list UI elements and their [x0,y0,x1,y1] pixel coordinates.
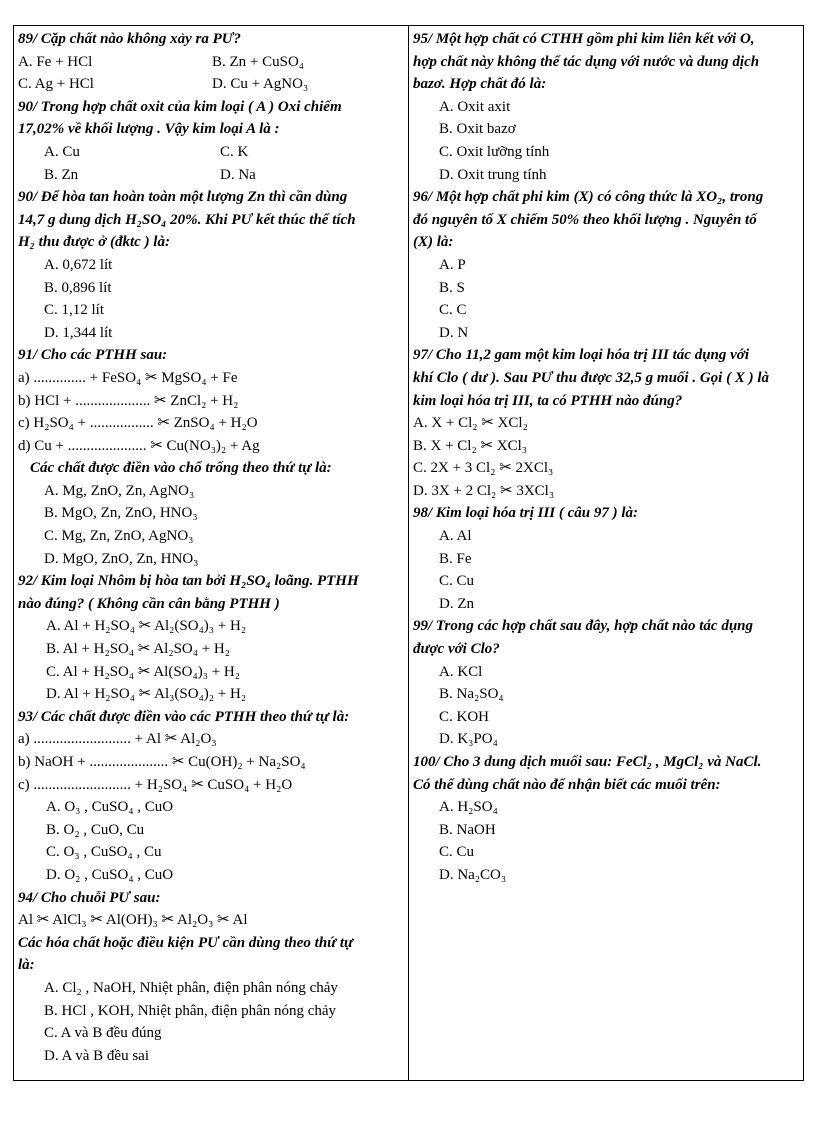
question-94-prompt-1: Các hóa chất hoặc điều kiện PƯ cần dùng theo thứ tự [18,934,354,951]
question-93-title: 93/ Các chất được điền vào các PTHH theo thứ tự là: [18,708,350,725]
equation-c: c) H₂SO₄ + ................. ✂ ZnSO₄ + H₂O [18,415,258,432]
question-94-title: 94/ Cho chuỗi PƯ sau: [18,889,161,906]
question-91-prompt: Các chất được điền vào chổ trống theo thứ tự là: [30,460,332,477]
question-89-title: 89/ Cặp chất nào không xảy ra PƯ? [18,31,241,47]
option-b[interactable]: B. X + Cl₂ ✂ XCl₃ [413,437,528,454]
question-97-title-3: kim loại hóa trị III, ta có PTHH nào đúng? [413,392,683,409]
option-c[interactable]: C. O₃ , CuSO₄ , Cu [46,844,162,861]
option-d[interactable]: D. Oxit trung tính [439,166,547,183]
question-97-title-2: khí Clo ( dư ). Sau PƯ thu được 32,5 g muối . Gọi ( X ) là [413,369,770,386]
option-a[interactable]: A. Al + H₂SO₄ ✂ Al₂(SO₄)₃ + H₂ [46,618,247,635]
question-100-title-1: 100/ Cho 3 dung dịch muối sau: FeCl₂ , MgCl₂ và NaCl. [413,754,762,770]
option-d[interactable]: D. MgO, ZnO, Zn, HNO₃ [44,550,199,567]
option-d[interactable]: D. Na [220,166,256,183]
option-c[interactable]: C. C [439,302,467,319]
question-90b-title-2: 14,7 g dung dịch H₂SO₄ 20%. Khi PƯ kết thúc thể tích [18,211,356,228]
question-100-title-2: Có thể dùng chất nào để nhận biết các muối trên: [413,776,721,793]
option-c[interactable]: C. Cu [439,573,475,590]
option-a[interactable]: A. X + Cl₂ ✂ XCl₂ [413,415,528,432]
option-c[interactable]: C. Ag + HCl [18,76,94,93]
option-c[interactable]: C. 1,12 lít [44,302,105,319]
option-b[interactable]: B. MgO, Zn, ZnO, HNO₃ [44,505,198,522]
option-c[interactable]: C. 2X + 3 Cl₂ ✂ 2XCl₃ [413,460,554,477]
question-90b-title-3: H₂ thu được ở (đktc ) là: [18,234,170,251]
equation-a: a) .............. + FeSO₄ ✂ MgSO₄ + Fe [18,369,238,386]
question-90a-options-bd [18,164,404,187]
option-a[interactable]: A. Oxit axit [439,98,511,115]
reaction-chain: Al ✂ AlCl₃ ✂ Al(OH)₃ ✂ Al₂O₃ ✂ Al [18,912,248,929]
option-d[interactable]: D. A và B đều sai [44,1047,149,1064]
column-divider [408,25,409,1081]
question-90b-title-1: 90/ Để hòa tan hoàn toàn một lượng Zn thì cần dùng [18,189,348,206]
option-d[interactable]: D. Zn [439,595,474,612]
option-b[interactable]: B. Na₂SO₄ [439,686,504,703]
option-b[interactable]: B. Al + H₂SO₄ ✂ Al₂SO₄ + H₂ [46,641,230,658]
question-98-title: 98/ Kim loại hóa trị III ( câu 97 ) là: [413,505,639,522]
option-a[interactable]: A. Mg, ZnO, Zn, AgNO₃ [44,482,195,499]
question-99-title-1: 99/ Trong các hợp chất sau đây, hợp chất nào tác dụng [413,618,754,635]
option-c[interactable]: C. Mg, Zn, ZnO, AgNO₃ [44,528,194,545]
question-91-title: 91/ Cho các PTHH sau: [18,347,168,364]
question-92-title-2: nào đúng? ( Không cần cân bằng PTHH ) [18,595,280,612]
equation-d: d) Cu + ..................... ✂ Cu(NO₃)₂ + Ag [18,437,260,454]
option-d[interactable]: D. N [439,324,469,341]
right-column [413,28,799,887]
question-90a-title-1: 90/ Trong hợp chất oxit của kim loại ( A ) Oxi chiếm [18,98,342,115]
option-a[interactable]: A. Fe + HCl [18,53,93,70]
question-92-title-1: 92/ Kim loại Nhôm bị hòa tan bởi H₂SO₄ loãng. PTHH [18,573,359,590]
question-97-title-1: 97/ Cho 11,2 gam một kim loại hóa trị III tác dụng với [413,347,750,364]
option-d[interactable]: D. Na₂CO₃ [439,866,507,883]
left-column [18,28,404,1067]
option-a[interactable]: A. H₂SO₄ [439,799,498,816]
option-b[interactable]: B. HCl , KOH, Nhiệt phân, điện phân nóng chảy [44,1002,337,1019]
question-96-title-1: 96/ Một hợp chất phi kim (X) có công thức là XO₂, trong [413,189,764,206]
option-d[interactable]: D. O₂ , CuSO₄ , CuO [46,866,174,883]
option-a[interactable]: A. P [439,256,466,273]
equation-b: b) NaOH + ..................... ✂ Cu(OH)₂ + Na₂SO₄ [18,754,306,770]
equation-a: a) .......................... + Al ✂ Al₂O₃ [18,731,217,748]
option-a[interactable]: A. Al [439,528,472,545]
question-96-title-3: (X) là: [413,234,454,251]
question-96-title-2: đó nguyên tố X chiếm 50% theo khối lượng . Nguyên tố [413,211,757,228]
option-c[interactable]: C. K [220,143,249,160]
option-b[interactable]: B. Fe [439,550,472,567]
option-a[interactable]: A. Cu [44,143,80,160]
question-99-title-2: được với Clo? [413,641,500,658]
option-d[interactable]: D. K₃PO₄ [439,731,498,748]
option-d[interactable]: D. Al + H₂SO₄ ✂ Al₃(SO₄)₂ + H₂ [46,686,247,703]
option-d[interactable]: D. 3X + 2 Cl₂ ✂ 3XCl₃ [413,482,555,499]
option-a[interactable]: A. O₃ , CuSO₄ , CuO [46,799,174,816]
question-89-options-cd [18,73,404,96]
question-90a-title-2: 17,02% về khối lượng . Vậy kim loại A là : [18,121,280,138]
question-95-title-3: bazơ. Hợp chất đó là: [413,76,547,93]
option-b[interactable]: B. O₂ , CuO, Cu [46,821,145,838]
option-a[interactable]: A. 0,672 lít [44,256,113,273]
option-c[interactable]: C. A và B đều đúng [44,1025,162,1042]
option-a[interactable]: A. KCl [439,663,483,680]
option-b[interactable]: B. S [439,279,465,296]
option-c[interactable]: C. Cu [439,844,475,861]
option-b[interactable]: B. Zn + CuSO₄ [212,53,305,70]
option-b[interactable]: B. Zn [44,166,79,183]
option-b[interactable]: B. 0,896 lít [44,279,112,296]
option-c[interactable]: C. Oxit lưỡng tính [439,143,550,160]
option-c[interactable]: C. KOH [439,708,490,725]
question-89-options-ab [18,51,404,74]
equation-b: b) HCl + .................... ✂ ZnCl₂ + H₂ [18,392,239,409]
question-95-title-2: hợp chất này không thể tác dụng với nước và dung dịch [413,53,760,70]
equation-c: c) .......................... + H₂SO₄ ✂ CuSO₄ + H₂O [18,776,293,793]
option-b[interactable]: B. NaOH [439,821,496,838]
option-c[interactable]: C. Al + H₂SO₄ ✂ Al(SO₄)₃ + H₂ [46,663,240,680]
option-d[interactable]: D. 1,344 lít [44,324,113,341]
option-a[interactable]: A. Cl₂ , NaOH, Nhiệt phân, điện phân nóng chảy [44,979,338,996]
option-b[interactable]: B. Oxit bazơ [439,121,516,138]
question-90a-options-ac [18,141,404,164]
question-94-prompt-2: là: [18,957,35,974]
option-d[interactable]: D. Cu + AgNO₃ [212,76,309,93]
question-95-title-1: 95/ Một hợp chất có CTHH gồm phi kim liên kết với O, [413,31,755,47]
